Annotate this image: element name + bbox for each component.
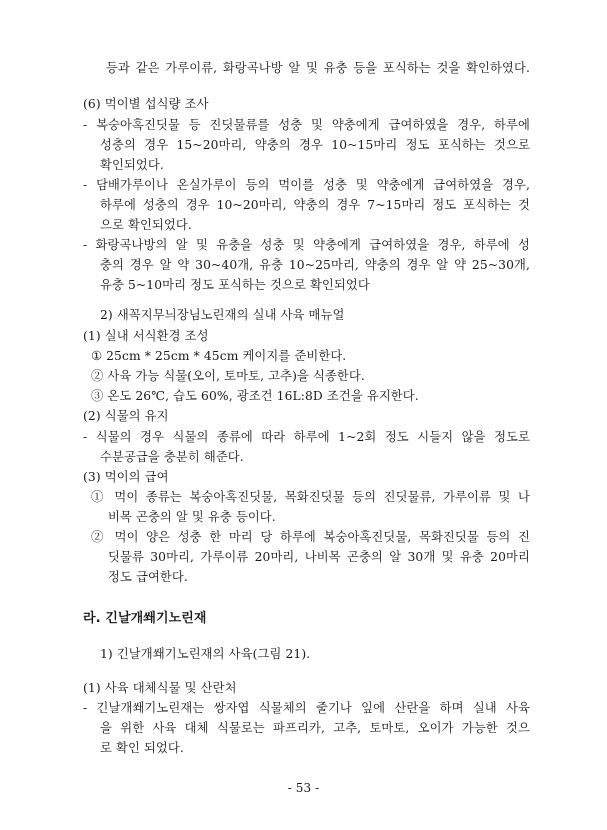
text-line: 유충 5~10마리 정도 포식하는 것으로 확인되었다	[100, 278, 370, 292]
text-line: 충의 경우 알 약 30~40개, 유충 10~25마리, 약충의 경우 알 약 25~30개,	[100, 258, 530, 272]
subsection-title: (1) 실내 서식환경 조성	[83, 329, 209, 343]
text-line: - 식물의 경우 식물의 종류에 따라 하루에 1~2회 정도 시들지 않을 정도로	[83, 430, 530, 444]
list-item: ① 먹이 종류는 복숭아혹진딧물, 목화진딧물 등의 진딧물류, 가루이류 및 나	[91, 490, 530, 504]
text-line: - 복숭아혹진딧물 등 진딧물류를 성충 및 약충에게 급여하였을 경우, 하루에	[83, 118, 530, 132]
text-line: 하루에 성충의 경우 10~20마리, 약충의 경우 7~15마리 정도 포식하는 것	[100, 198, 530, 212]
text-line: - 담배가루이나 온실가루이 등의 먹이를 성충 및 약충에게 급여하였을 경우,	[83, 178, 530, 192]
text-line: 확인되었다.	[100, 158, 164, 172]
list-item: ② 먹이 양은 성충 한 마리 당 하루에 복숭아혹진딧물, 목화진딧물 등의 진	[91, 530, 530, 544]
list-item: ① 25cm * 25cm * 45cm 케이지를 준비한다.	[91, 349, 347, 363]
subsection-title: (6) 먹이별 섭식량 조사	[83, 97, 209, 111]
text-line: 으로 확인되었다.	[100, 218, 192, 232]
text-line: - 화랑곡나방의 알 및 유충을 성충 및 약충에게 급여하였을 경우, 하루에 성	[83, 238, 530, 252]
section-title: 2) 새꼭지무늬장님노린재의 실내 사육 매뉴얼	[100, 308, 345, 322]
subsection-title: (3) 먹이의 급여	[83, 470, 169, 484]
text-line: 수분공급을 충분히 해준다.	[100, 450, 244, 464]
text-line: - 긴날개쐐기노린재는 쌍자엽 식물체의 줄기나 잎에 산란을 하며 실내 사육	[83, 701, 530, 715]
text-line: 로 확인 되었다.	[100, 741, 184, 755]
subsection-title: (1) 사육 대체식물 및 산란처	[83, 681, 237, 695]
page-number: - 53 -	[287, 781, 320, 795]
text-line: 정도 급여한다.	[108, 570, 188, 584]
text-line: 비목 곤충의 알 및 유충 등이다.	[108, 510, 276, 524]
section-heading: 라. 긴날개쐐기노린재	[83, 611, 207, 626]
text-line: 을 위한 사육 대체 식물로는 파프리카, 고추, 토마토, 오이가 가능한 것으	[100, 721, 530, 735]
text-line: 딧물류 30마리, 가루이류 20마리, 나비목 곤충의 알 30개 및 유충 20마리	[108, 550, 530, 564]
subsection-title: (2) 식물의 유지	[83, 409, 169, 423]
list-item: ② 사육 가능 식물(오이, 토마토, 고추)을 식종한다.	[91, 369, 365, 383]
list-item: ③ 온도 26℃, 습도 60%, 광조건 16L:8D 조건을 유지한다.	[91, 389, 419, 403]
text-line: 등과 같은 가루이류, 화랑곡나방 알 및 유충 등을 포식하는 것을 확인하였다.	[106, 61, 530, 75]
section-title: 1) 긴날개쐐기노린재의 사육(그림 21).	[100, 647, 311, 661]
text-line: 성충의 경우 15~20마리, 약충의 경우 10~15마리 정도 포식하는 것으로	[100, 138, 530, 152]
